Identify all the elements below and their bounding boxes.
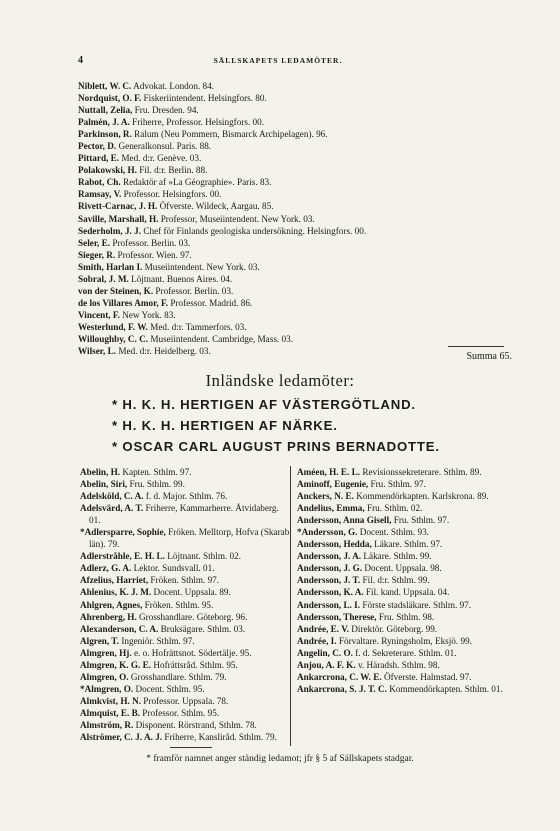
member-name: Niblett, W. C. [78,81,132,91]
member-details: Chef för Finlands geologiska undersökning. Helsingfors. 00. [141,225,367,236]
member-details: Fiskeriintendent. Helsingfors. 80. [141,93,267,104]
member-entry [80,695,292,707]
member-entry [78,176,498,188]
member-name: Parkinson, R. [78,129,132,140]
member-details: Fil. d:r. Sthlm. 99. [360,575,430,586]
member-entry [80,562,292,574]
member-details: Grosshandlare. Sthlm. 79. [128,671,227,682]
member-details: Hofrättsråd. Sthlm. 95. [151,659,238,670]
member-details: e. o. Hofrättsnot. Södertälje. 95. [131,647,252,658]
member-entry [80,478,292,490]
member-name: Almgren, Hj. [80,647,132,658]
member-details: Revisionssekreterare. Sthlm. 89. [360,467,482,477]
member-details: New York. 83. [119,309,176,320]
members-column-left [80,466,292,743]
section-title: Inländske ledamöter: [205,371,355,390]
member-details: Öfverste. Halmstad. 97. [381,671,472,682]
member-name: Sederholm, J. J. [78,225,142,236]
member-name: Andrée, E. V. [297,623,349,634]
member-details: Lektor. Sundsvall. 01. [131,563,215,574]
member-entry [78,92,498,104]
member-details: Fröken. Sthlm. 97. [148,575,220,586]
member-name: Ahlgren, Agnes, [80,599,143,610]
member-details: Friherre, Kammarherre. Åtvidaberg. 01. [89,503,279,526]
member-name: Améen, H. E. L. [297,467,361,477]
member-name: Polakowski, H. [78,165,137,176]
member-name: Seler, E. [78,237,111,248]
member-name: Almquist, E. B. [80,707,140,718]
member-details: Kapten. Sthlm. 97. [120,467,192,477]
member-details: Kommendörkapten. Sthlm. 01. [386,683,503,694]
member-name: Adlerz, G. A. [80,563,132,574]
member-details: Ingeniör. Sthlm. 97. [119,635,195,646]
member-details: Professor. Uppsala. 78. [141,695,229,706]
member-name: Westerlund, F. W. [78,321,148,332]
member-entry [80,574,292,586]
member-entry [80,586,292,598]
royal-member: * H. K. H. HERTIGEN AF VÄSTERGÖTLAND. [112,397,416,412]
member-entry [78,345,498,357]
member-details: Docent. Sthlm. 95. [133,683,205,694]
member-entry [78,200,498,212]
member-details: Disponent. Rörstrand, Sthlm. 78. [133,719,257,730]
member-name: Andelius, Emma, [297,503,365,514]
member-details: Löjtnant. Buenos Aires. 04. [128,273,233,284]
member-entry [78,261,498,273]
member-entry [78,237,498,249]
member-details: Professor. Berlin. 03. [153,285,234,296]
member-name: Sieger, R. [78,249,116,260]
member-details: Docent. Uppsala. 89. [151,587,231,598]
foreign-members-list [78,80,498,357]
member-details: Läkare. Sthlm. 97. [371,539,443,550]
member-name: Pector, D. [78,141,117,152]
member-entry [297,671,509,683]
member-entry [297,526,509,538]
member-details: Ralum (Neu Pommern, Bismarck Archipelagen). 96. [131,129,328,140]
column-divider [290,466,291,746]
member-details: Museiintendent. Cambridge, Mass. 03. [148,333,293,344]
member-entry [78,128,498,140]
member-name: Almkvist, H. N. [80,695,141,706]
member-details: Fru. Sthlm. 98. [376,611,435,622]
member-entry [78,104,498,116]
member-name: Willoughby, C. C. [78,333,149,344]
member-name: Vincent, F. [78,309,120,320]
running-title: SÄLLSKAPETS LEDAMÖTER. [213,56,343,65]
member-details: f. d. Major. Sthlm. 76. [143,491,228,502]
member-entry [297,623,509,635]
member-details: Fil. d:r. Berlin. 88. [136,165,208,176]
member-name: Wilser, L. [78,346,117,357]
member-details: Bruksägare. Sthlm. 03. [158,623,246,634]
member-name: Alströmer, C. J. A. J. [80,732,163,743]
member-entry [78,140,498,152]
member-entry [80,611,292,623]
member-entry [78,116,498,128]
member-entry [80,659,292,671]
member-entry [80,490,292,502]
member-name: Smith, Harlan I. [78,261,143,272]
member-entry [78,297,498,309]
member-details: Kommendörkapten. Karlskrona. 89. [353,491,489,502]
member-entry [297,683,509,695]
member-name: de los Villares Amor, F. [78,297,169,308]
member-name: Andersson, J. T. [297,575,361,586]
member-details: Förste stadsläkare. Sthlm. 97. [360,599,472,610]
member-details: Löjtnant. Sthlm. 02. [164,551,242,562]
member-details: Fru. Sthlm. 97. [368,479,426,490]
member-entry [297,659,509,671]
member-entry [80,502,292,526]
member-details: Grosshandlare. Göteborg. 96. [136,611,248,622]
member-name: Andersson, J. A. [297,551,362,562]
member-name: Adlerstråhle, E. H. L. [80,551,165,562]
member-details: Friherre, Professor. Helsingfors. 00. [129,117,265,128]
member-details: v. Häradsh. Sthlm. 98. [355,659,440,670]
member-name: Adelsvärd, A. T. [80,503,144,514]
member-entry [297,635,509,647]
member-details: Professor. Sthlm. 95. [140,707,220,718]
member-details: Professor. Berlin. 03. [110,237,191,248]
member-entry [78,152,498,164]
member-entry [80,550,292,562]
member-name: Ahrenberg, H. [80,611,137,622]
summa-rule [448,346,504,347]
member-entry [80,731,292,743]
member-name: Abelin, Siri, [80,479,128,490]
member-details: Fru. Sthlm. 02. [364,503,423,514]
member-entry [78,321,498,333]
member-name: Ramsay, V. [78,189,122,200]
member-name: Andersson, Hedda, [297,539,372,550]
member-name: Sobral, J. M. [78,273,129,284]
member-entry [297,647,509,659]
footnote-rule [170,747,212,748]
member-entry [80,683,292,695]
member-details: Advokat. London. 84. [131,81,215,91]
member-details: Museiintendent. New York. 03. [142,261,260,272]
member-details: Med. d:r. Heidelberg. 03. [116,346,211,357]
member-entry [297,490,509,502]
member-details: Redaktör af »La Géographie». Paris. 83. [120,177,272,188]
member-name: Nuttall, Zelia, [78,105,133,116]
member-name: Anjou, A. F. K. [297,659,356,670]
footnote: * framför namnet anger ständig ledamot; jfr § 5 af Sällskapets stadgar. [146,754,414,764]
member-details: Professor. Helsingfors. 00. [121,189,222,200]
member-entry [297,599,509,611]
member-name: Ahlenius, K. J. M. [80,587,152,598]
summa-total: Summa 65. [466,351,512,362]
member-name: Pittard, E. [78,153,120,164]
member-entry [297,502,509,514]
member-name: Andersson, J. G. [297,563,363,574]
member-name: Angelin, C. O. [297,647,353,658]
member-name: Aminoff, Eugenie, [297,479,369,490]
member-entry [78,333,498,345]
member-entry [80,599,292,611]
member-details: Docent. Uppsala. 98. [362,563,442,574]
member-name: Palmén, J. A. [78,117,130,128]
member-name: *Almgren, O. [80,683,134,694]
member-entry [78,309,498,321]
member-name: Abelin, H. [80,467,121,477]
member-name: Andersson, Therese, [297,611,377,622]
member-details: Friherre, Kansliråd. Sthlm. 79. [162,732,277,743]
member-entry [80,707,292,719]
member-details: Med. d:r. Genève. 03. [119,153,202,164]
member-entry [80,526,292,550]
member-details: Fröken. Sthlm. 95. [142,599,214,610]
member-entry [80,671,292,683]
member-entry [80,623,292,635]
member-name: Anckers, N. E. [297,491,354,502]
member-entry [297,538,509,550]
member-name: Almström, R. [80,719,134,730]
member-name: Andersson, K. A. [297,587,364,598]
member-details: Läkare. Sthlm. 99. [361,551,432,562]
member-entry [80,719,292,731]
member-details: Fil. kand. Uppsala. 04. [363,587,450,598]
member-name: Adelsköld, C. A. [80,491,144,502]
member-name: Rivett-Carnac, J. H. [78,201,158,212]
page-number: 4 [78,55,83,66]
member-details: f. d. Sekreterare. Sthlm. 01. [352,647,457,658]
member-details: Med. d:r. Tammerfors. 03. [147,321,247,332]
member-entry [297,550,509,562]
members-column-right [297,466,509,695]
member-name: Nordquist, O. F. [78,93,142,104]
member-entry [78,213,498,225]
member-details: Fru. Dresden. 94. [132,105,199,116]
member-entry [78,285,498,297]
member-name: Ankarcrona, S. J. T. C. [297,683,387,694]
member-entry [297,514,509,526]
member-name: Algren, T. [80,635,120,646]
member-details: Förvaltare. Ryningsholm, Eksjö. 99. [336,635,472,646]
member-name: Saville, Marshall, H. [78,213,159,224]
member-entry [78,249,498,261]
page-header [78,55,478,69]
member-name: Rabot, Ch. [78,177,121,188]
member-details: Docent. Sthlm. 93. [357,527,429,538]
member-entry [297,478,509,490]
royal-member: * OSCAR CARL AUGUST PRINS BERNADOTTE. [112,439,440,454]
member-name: Almgren, O. [80,671,129,682]
member-name: Almgren, K. G. E. [80,659,152,670]
member-entry [78,188,498,200]
member-entry [297,574,509,586]
member-details: Professor. Madrid. 86. [168,297,253,308]
member-entry [78,273,498,285]
member-name: Afzelius, Harriet, [80,575,149,586]
member-name: *Andersson, G. [297,527,358,538]
member-name: Ankarcrona, C. W. E. [297,671,382,682]
member-entry [297,586,509,598]
member-entry [297,466,509,478]
member-name: von der Steinen, K. [78,285,154,296]
member-entry [78,164,498,176]
member-entry [78,80,498,92]
member-details: Professor. Wien. 97. [115,249,192,260]
member-entry [80,466,292,478]
member-details: Fru. Sthlm. 99. [127,479,185,490]
member-name: Andersson, Anna Gisell, [297,515,392,526]
member-details: Professor, Museiintendent. New York. 03. [158,213,315,224]
member-details: Öfverste. Wildeck, Aargau. 85. [157,201,274,212]
member-name: Alexanderson, C. A. [80,623,159,634]
member-details: Generalkonsul. Paris. 88. [116,141,212,152]
member-entry [297,562,509,574]
member-entry [80,635,292,647]
royal-member: * H. K. H. HERTIGEN AF NÄRKE. [112,418,338,433]
member-name: *Adlersparre, Sophie, [80,527,166,538]
member-details: Direktör. Göteborg. 99. [348,623,438,634]
member-details: Fru. Sthlm. 97. [391,515,450,526]
member-name: Andrée, I. [297,635,337,646]
member-entry [80,647,292,659]
member-details: Fröken. Melltorp, Hofva (Skarab. län). 79. [89,527,292,550]
member-name: Andersson, L. I. [297,599,361,610]
member-entry [78,225,498,237]
member-entry [297,611,509,623]
